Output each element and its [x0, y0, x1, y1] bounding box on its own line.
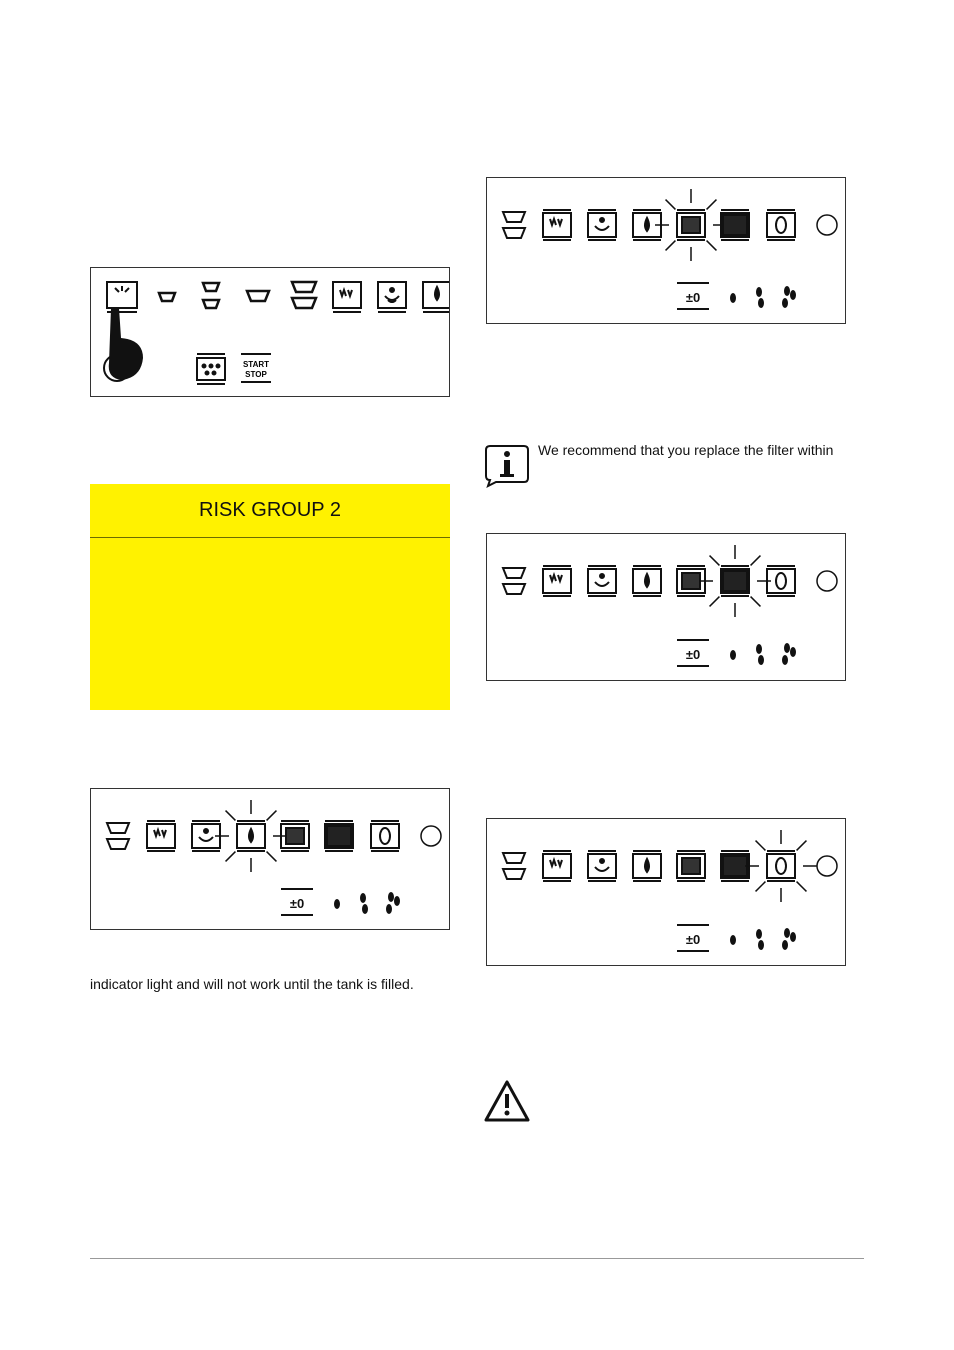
strength-adjust-label: ±0	[685, 290, 701, 305]
filter-full-icon	[721, 566, 749, 596]
steam-icon	[147, 821, 175, 851]
indicator-light-icon	[817, 571, 837, 591]
panel-graphic	[487, 819, 845, 967]
info-icon	[484, 444, 530, 488]
tank-refill-text: indicator light and will not work until the tank is filled.	[90, 976, 414, 992]
indicator-light-icon	[817, 215, 837, 235]
indicator-light-icon	[817, 856, 837, 876]
panel-graphic	[487, 534, 845, 682]
strength-adjust-label: ±0	[685, 932, 701, 947]
coffee-bean-icon	[371, 821, 399, 851]
filter-icon	[677, 851, 705, 881]
double-cup-icon	[503, 568, 525, 594]
indicator-light-icon	[421, 826, 441, 846]
filter-full-icon	[721, 851, 749, 881]
water-drop-icon	[633, 851, 661, 881]
info-note-text: We recommend that you replace the filter within	[538, 442, 834, 458]
coffee-bean-icon	[767, 851, 795, 881]
footer-rule	[90, 1258, 864, 1259]
start-stop-label-1: START	[242, 360, 270, 369]
power-light-icon	[107, 282, 137, 312]
blinking-rays-icon	[745, 830, 817, 902]
filter-icon	[281, 821, 309, 851]
steam-icon	[543, 851, 571, 881]
panel-graphic	[91, 789, 449, 931]
double-small-cup-icon	[203, 283, 219, 308]
double-cup-icon	[503, 853, 525, 879]
pointing-finger-icon	[104, 308, 143, 381]
hot-water-icon	[588, 566, 616, 596]
control-panel-diagram-2	[90, 788, 450, 930]
filter-icon	[677, 210, 705, 240]
water-drop-icon	[633, 566, 661, 596]
hot-water-icon	[588, 851, 616, 881]
coffee-strength-beans-icon	[730, 928, 796, 950]
coffee-bean-icon	[767, 210, 795, 240]
panel-1-graphic	[91, 268, 449, 396]
start-stop-label-2: STOP	[245, 370, 267, 379]
double-cup-icon	[503, 212, 525, 238]
single-large-cup-icon	[247, 291, 269, 301]
coffee-strength-beans-icon	[730, 643, 796, 665]
control-panel-diagram-4	[486, 533, 846, 681]
hot-water-icon	[378, 282, 406, 312]
steam-icon	[543, 566, 571, 596]
warning-triangle-icon	[484, 1080, 530, 1122]
strength-adjust-label: ±0	[289, 896, 305, 911]
coffee-bean-icon	[767, 566, 795, 596]
control-panel-diagram-1	[90, 267, 450, 397]
double-cup-icon	[107, 823, 129, 849]
coffee-strength-beans-icon	[334, 892, 400, 914]
control-panel-diagram-3	[486, 177, 846, 324]
steam-icon	[333, 282, 361, 312]
strength-adjust-label: ±0	[685, 647, 701, 662]
filter-full-icon	[325, 821, 353, 851]
filter-full-icon	[721, 210, 749, 240]
risk-group-box	[90, 484, 450, 710]
hot-water-icon	[588, 210, 616, 240]
panel-graphic	[487, 178, 845, 325]
coffee-strength-beans-icon	[730, 286, 796, 308]
single-small-cup-icon	[159, 293, 175, 301]
water-drop-icon	[423, 282, 449, 312]
descale-icon	[197, 354, 225, 384]
control-panel-diagram-5	[486, 818, 846, 966]
steam-icon	[543, 210, 571, 240]
water-drop-icon	[237, 821, 265, 851]
double-large-cup-icon	[292, 282, 316, 308]
risk-group-title: RISK GROUP 2	[90, 484, 450, 538]
